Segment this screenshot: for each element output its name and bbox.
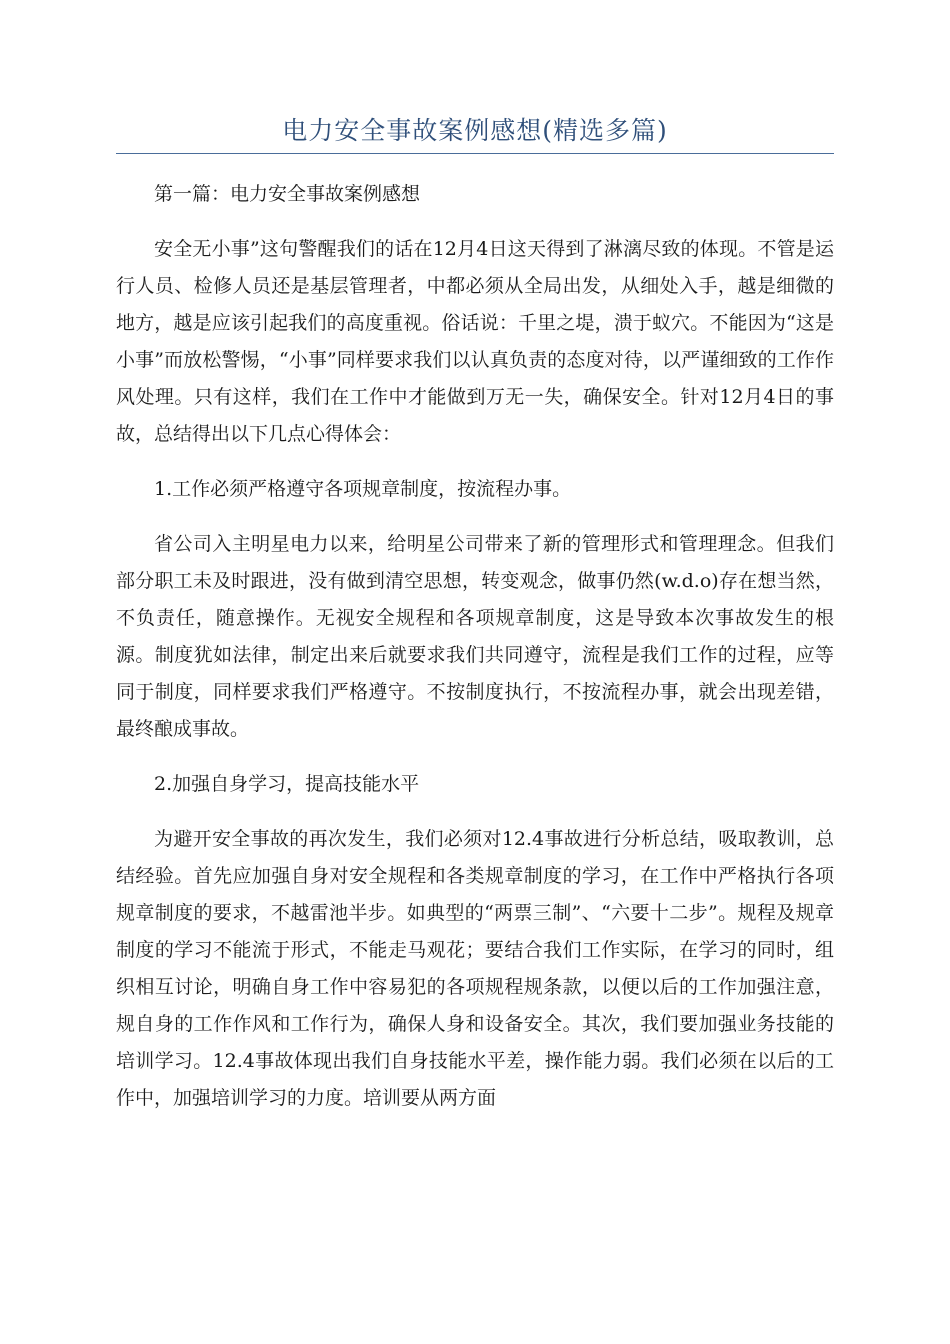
document-title: 电力安全事故案例感想(精选多篇)	[282, 116, 668, 145]
paragraph-point-2: 为避开安全事故的再次发生，我们必须对12.4事故进行分析总结，吸取教训，总结经验。首先应加强自身对安全规程和各类规章制度的学习，在工作中严格执行各项规章制度的要求，不越雷池半步。如典型的“两票三制”、“六要十二步”。规程及规章制度的学习不能流于形式，不能走马观花；要结合我们工作实际，在学习的同时，组织相互讨论，明确自身工作中容易犯的各项规程规条款，以便以后的工作加强注意，规自身的工作作风和工作行为，确保人身和设备安全。其次，我们要加强业务技能的培训学习。12.4事故体现出我们自身技能水平差，操作能力弱。我们必须在以后的工作中，加强培训学习的力度。培训要从两方面	[116, 828, 834, 1109]
paragraph-intro: 安全无小事”这句警醒我们的话在12月4日这天得到了淋漓尽致的体现。不管是运行人员、检修人员还是基层管理者，中都必须从全局出发，从细处入手，越是细微的地方，越是应该引起我们的高度重视。俗话说：千里之堤，溃于蚁穴。不能因为“这是小事”而放松警惕，“小事”同样要求我们以认真负责的态度对待，以严谨细致的工作作风处理。只有这样，我们在工作中才能做到万无一失，确保安全。针对12月4日的事故，总结得出以下几点心得体会：	[116, 238, 834, 445]
title-underline	[116, 153, 834, 154]
section-heading-1: 第一篇：电力安全事故案例感想	[154, 183, 421, 205]
document-body	[116, 176, 834, 1135]
point-heading-1: 1.工作必须严格遵守各项规章制度，按流程办事。	[154, 478, 572, 500]
paragraph-point-1: 省公司入主明星电力以来，给明星公司带来了新的管理形式和管理理念。但我们部分职工未及时跟进，没有做到清空思想，转变观念，做事仍然(w.d.o)存在想当然，不负责任，随意操作。无视安全规程和各项规章制度，这是导致本次事故发生的根源。制度犹如法律，制定出来后就要求我们共同遵守，流程是我们工作的过程，应等同于制度，同样要求我们严格遵守。不按制度执行，不按流程办事，就会出现差错，最终酿成事故。	[116, 533, 834, 740]
point-heading-2: 2.加强自身学习，提高技能水平	[154, 773, 420, 795]
